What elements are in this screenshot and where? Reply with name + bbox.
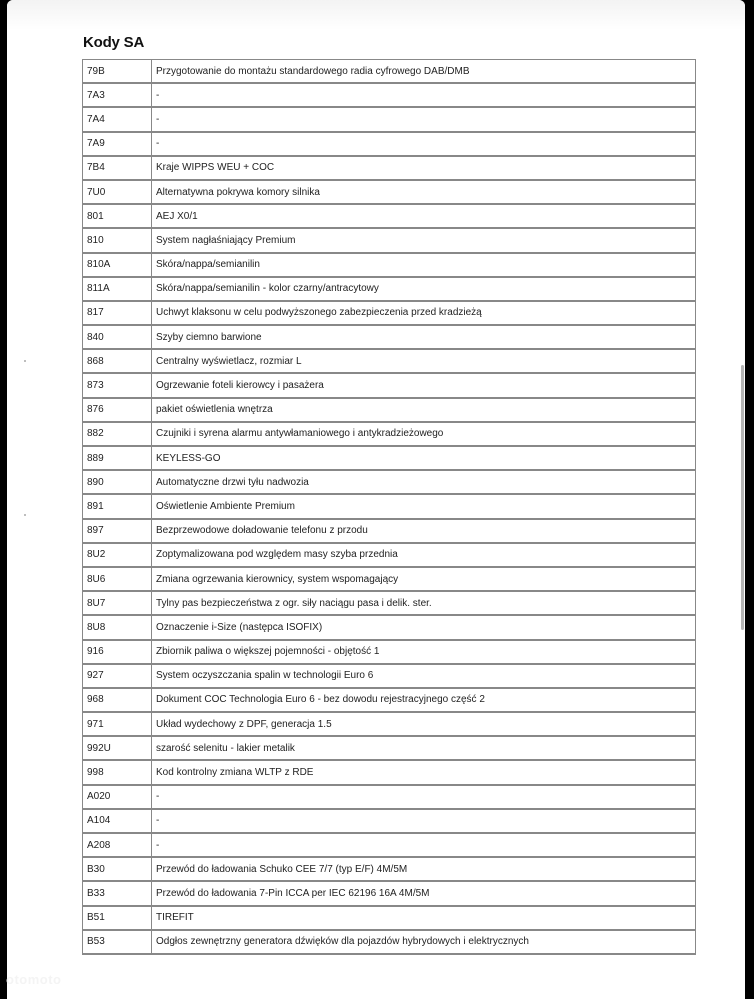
- table-row: [83, 494, 696, 518]
- sa-code-cell: B30: [83, 857, 152, 881]
- sa-description-cell: Przewód do ładowania Schuko CEE 7/7 (typ E/F) 4M/5M: [152, 857, 696, 881]
- sa-description-cell: Uchwyt klaksonu w celu podwyższonego zabezpieczenia przed kradzieżą: [152, 301, 696, 325]
- sa-description-cell: Przygotowanie do montażu standardowego radia cyfrowego DAB/DMB: [152, 60, 696, 84]
- sa-description-cell: pakiet oświetlenia wnętrza: [152, 398, 696, 422]
- sa-code-cell: B51: [83, 906, 152, 930]
- sa-code-cell: A208: [83, 833, 152, 857]
- sa-description-cell: Skóra/nappa/semianilin - kolor czarny/antracytowy: [152, 277, 696, 301]
- sa-description-cell: Szyby ciemno barwione: [152, 325, 696, 349]
- table-row: [83, 736, 696, 760]
- sa-code-cell: 810A: [83, 253, 152, 277]
- sa-code-cell: 7U0: [83, 180, 152, 204]
- sa-code-cell: 79B: [83, 60, 152, 84]
- sa-code-cell: 890: [83, 470, 152, 494]
- sa-code-cell: 998: [83, 760, 152, 784]
- sa-code-cell: 968: [83, 688, 152, 712]
- sa-code-cell: 7A4: [83, 107, 152, 131]
- table-row: [83, 881, 696, 905]
- sa-code-cell: 8U8: [83, 615, 152, 639]
- sa-description-cell: Skóra/nappa/semianilin: [152, 253, 696, 277]
- sa-code-cell: 7B4: [83, 156, 152, 180]
- sa-code-cell: 801: [83, 204, 152, 228]
- sa-code-cell: 840: [83, 325, 152, 349]
- sa-description-cell: System oczyszczania spalin w technologii Euro 6: [152, 664, 696, 688]
- sa-code-cell: 810: [83, 228, 152, 252]
- sa-code-cell: 817: [83, 301, 152, 325]
- table-row: [83, 325, 696, 349]
- sa-description-cell: Bezprzewodowe doładowanie telefonu z przodu: [152, 519, 696, 543]
- sa-description-cell: System nagłaśniający Premium: [152, 228, 696, 252]
- sa-description-cell: Oznaczenie i-Size (następca ISOFIX): [152, 615, 696, 639]
- table-row: [83, 809, 696, 833]
- table-row: [83, 60, 696, 84]
- table-row: [83, 253, 696, 277]
- sa-code-cell: 8U6: [83, 567, 152, 591]
- sa-code-cell: A104: [83, 809, 152, 833]
- sa-description-cell: -: [152, 833, 696, 857]
- sa-code-cell: 992U: [83, 736, 152, 760]
- sa-code-cell: 891: [83, 494, 152, 518]
- table-row: [83, 132, 696, 156]
- margin-dot: [24, 360, 26, 362]
- watermark: otomoto: [6, 972, 62, 987]
- sa-description-cell: TIREFIT: [152, 906, 696, 930]
- table-row: [83, 301, 696, 325]
- sa-description-cell: Kraje WIPPS WEU + COC: [152, 156, 696, 180]
- sa-description-cell: Odgłos zewnętrzny generatora dźwięków dla pojazdów hybrydowych i elektrycznych: [152, 930, 696, 954]
- sa-description-cell: Dokument COC Technologia Euro 6 - bez dowodu rejestracyjnego część 2: [152, 688, 696, 712]
- sa-code-cell: 916: [83, 640, 152, 664]
- document-page: [7, 0, 745, 999]
- sa-code-cell: 8U7: [83, 591, 152, 615]
- sa-code-cell: 876: [83, 398, 152, 422]
- table-row: [83, 519, 696, 543]
- table-row: [83, 833, 696, 857]
- sa-codes-table: [82, 59, 696, 955]
- sa-code-cell: 811A: [83, 277, 152, 301]
- table-row: [83, 712, 696, 736]
- table-row: [83, 567, 696, 591]
- sa-description-cell: Ogrzewanie foteli kierowcy i pasażera: [152, 373, 696, 397]
- table-row: [83, 857, 696, 881]
- table-row: [83, 591, 696, 615]
- sa-code-cell: 868: [83, 349, 152, 373]
- sa-code-cell: 873: [83, 373, 152, 397]
- sa-description-cell: Oświetlenie Ambiente Premium: [152, 494, 696, 518]
- table-row: [83, 760, 696, 784]
- table-row: [83, 228, 696, 252]
- sa-code-cell: B33: [83, 881, 152, 905]
- sa-description-cell: -: [152, 785, 696, 809]
- table-row: [83, 543, 696, 567]
- sa-code-cell: 7A3: [83, 83, 152, 107]
- sa-description-cell: Układ wydechowy z DPF, generacja 1.5: [152, 712, 696, 736]
- table-row: [83, 204, 696, 228]
- table-row: [83, 180, 696, 204]
- sa-description-cell: -: [152, 132, 696, 156]
- scrollbar-thumb[interactable]: [741, 365, 744, 630]
- sa-description-cell: -: [152, 809, 696, 833]
- sa-code-cell: B53: [83, 930, 152, 954]
- table-row: [83, 277, 696, 301]
- sa-description-cell: Automatyczne drzwi tyłu nadwozia: [152, 470, 696, 494]
- sa-codes-table-body: [83, 60, 696, 954]
- sa-description-cell: Czujniki i syrena alarmu antywłamaniowego i antykradzieżowego: [152, 422, 696, 446]
- sa-description-cell: Centralny wyświetlacz, rozmiar L: [152, 349, 696, 373]
- sa-code-cell: 8U2: [83, 543, 152, 567]
- sa-description-cell: Zoptymalizowana pod względem masy szyba przednia: [152, 543, 696, 567]
- table-row: [83, 640, 696, 664]
- sa-description-cell: szarość selenitu - lakier metalik: [152, 736, 696, 760]
- table-row: [83, 422, 696, 446]
- sa-description-cell: Zmiana ogrzewania kierownicy, system wspomagający: [152, 567, 696, 591]
- sa-code-cell: 7A9: [83, 132, 152, 156]
- table-row: [83, 349, 696, 373]
- sa-description-cell: -: [152, 107, 696, 131]
- table-row: [83, 664, 696, 688]
- table-row: [83, 688, 696, 712]
- sa-code-cell: 897: [83, 519, 152, 543]
- sa-description-cell: Tylny pas bezpieczeństwa z ogr. siły naciągu pasa i delik. ster.: [152, 591, 696, 615]
- sa-code-cell: A020: [83, 785, 152, 809]
- sa-code-cell: 971: [83, 712, 152, 736]
- sa-code-cell: 927: [83, 664, 152, 688]
- sa-description-cell: -: [152, 83, 696, 107]
- table-row: [83, 373, 696, 397]
- margin-dot: [24, 514, 26, 516]
- table-row: [83, 83, 696, 107]
- table-row: [83, 470, 696, 494]
- page-title: Kody SA: [83, 34, 145, 51]
- table-row: [83, 930, 696, 954]
- table-row: [83, 156, 696, 180]
- table-row: [83, 906, 696, 930]
- sa-description-cell: Przewód do ładowania 7-Pin ICCA per IEC 62196 16A 4M/5M: [152, 881, 696, 905]
- table-row: [83, 615, 696, 639]
- sa-description-cell: AEJ X0/1: [152, 204, 696, 228]
- sa-description-cell: Kod kontrolny zmiana WLTP z RDE: [152, 760, 696, 784]
- sa-code-cell: 882: [83, 422, 152, 446]
- table-row: [83, 107, 696, 131]
- table-row: [83, 785, 696, 809]
- sa-description-cell: Zbiornik paliwa o większej pojemności - objętość 1: [152, 640, 696, 664]
- sa-code-cell: 889: [83, 446, 152, 470]
- sa-description-cell: KEYLESS-GO: [152, 446, 696, 470]
- table-row: [83, 446, 696, 470]
- top-shadow: [7, 0, 745, 30]
- sa-description-cell: Alternatywna pokrywa komory silnika: [152, 180, 696, 204]
- table-row: [83, 398, 696, 422]
